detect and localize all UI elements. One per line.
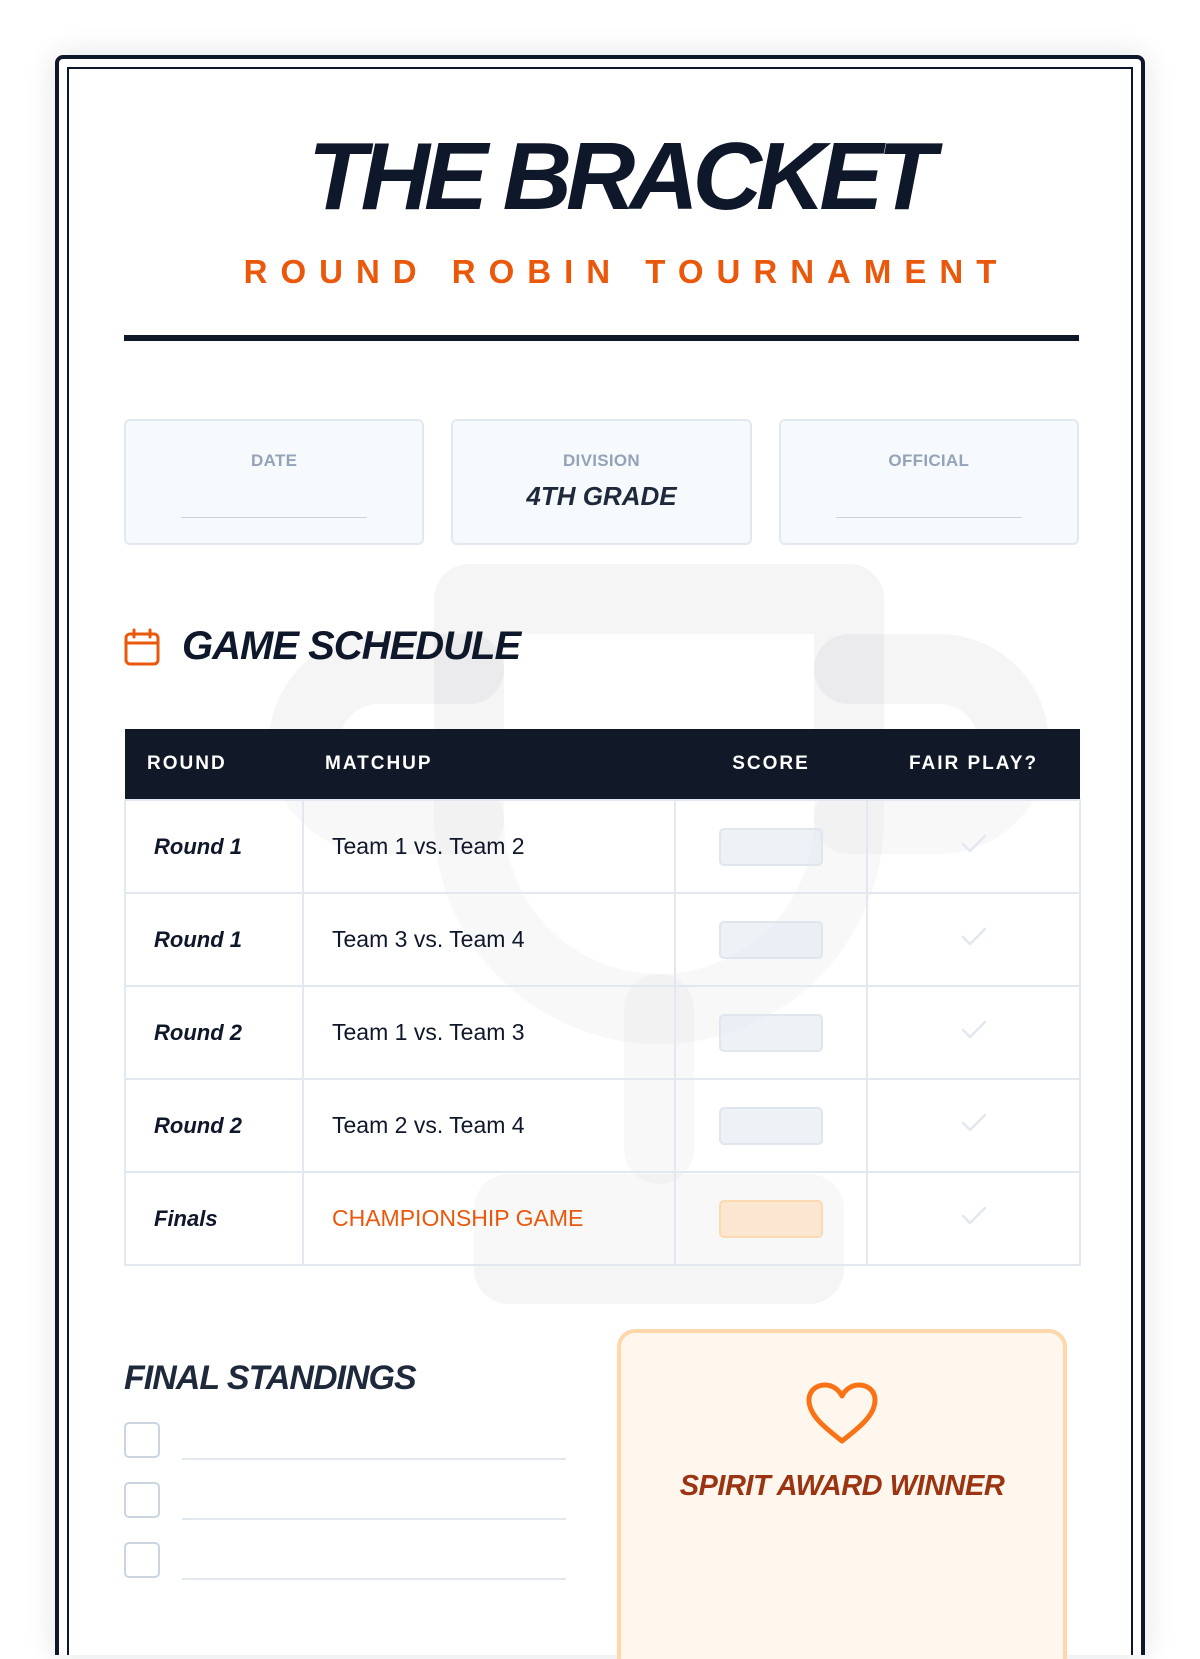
standings-row <box>124 1478 566 1518</box>
score-cell <box>675 1079 867 1172</box>
score-cell <box>675 893 867 986</box>
schedule-heading <box>124 624 520 669</box>
division-value: 4TH GRADE <box>526 481 677 511</box>
score-input[interactable] <box>719 828 823 866</box>
spirit-award-card <box>617 1329 1067 1659</box>
matchup-cell: Team 1 vs. Team 2 <box>303 800 675 893</box>
date-line <box>181 517 367 518</box>
standings-line[interactable] <box>182 1518 566 1520</box>
standings-line[interactable] <box>182 1458 566 1460</box>
standings-row <box>124 1418 566 1458</box>
table-row <box>125 986 1080 1079</box>
bracket-sheet <box>55 55 1145 1655</box>
schedule-title: GAME SCHEDULE <box>182 624 521 668</box>
matchup-cell: Team 3 vs. Team 4 <box>303 893 675 986</box>
table-header-row <box>125 729 1080 800</box>
check-icon <box>961 1020 987 1040</box>
standings-line[interactable] <box>182 1578 566 1580</box>
heart-icon <box>804 1381 880 1447</box>
check-icon <box>961 834 987 854</box>
score-input[interactable] <box>719 1014 823 1052</box>
col-fair-play: FAIR PLAY? <box>867 729 1080 800</box>
info-row <box>124 419 1079 545</box>
score-input[interactable] <box>719 1107 823 1145</box>
matchup-cell: Team 1 vs. Team 3 <box>303 986 675 1079</box>
table-row <box>125 1079 1080 1172</box>
table-row-finals <box>125 1172 1080 1265</box>
round-cell: Finals <box>125 1172 303 1265</box>
round-cell: Round 2 <box>125 986 303 1079</box>
check-icon <box>961 927 987 947</box>
score-cell <box>675 800 867 893</box>
official-label: OFFICIAL <box>888 451 970 470</box>
date-label: DATE <box>251 451 298 470</box>
page-subtitle: ROUND ROBIN TOURNAMENT <box>243 253 1010 290</box>
round-cell: Round 1 <box>125 800 303 893</box>
col-matchup: MATCHUP <box>303 729 675 800</box>
standings-checkbox[interactable] <box>124 1542 160 1578</box>
date-field[interactable] <box>124 419 424 545</box>
standings-row <box>124 1538 566 1578</box>
page-title: THE BRACKET <box>308 123 930 230</box>
division-label: DIVISION <box>562 451 640 470</box>
fair-play-cell[interactable] <box>867 800 1080 893</box>
matchup-cell: CHAMPIONSHIP GAME <box>303 1172 675 1265</box>
standings-checkbox[interactable] <box>124 1482 160 1518</box>
table-row <box>125 800 1080 893</box>
col-score: SCORE <box>675 729 867 800</box>
division-field[interactable] <box>451 419 751 545</box>
fair-play-cell[interactable] <box>867 986 1080 1079</box>
standings-title: FINAL STANDINGS <box>124 1359 416 1397</box>
fair-play-cell[interactable] <box>867 1172 1080 1265</box>
header-divider <box>124 335 1079 341</box>
round-cell: Round 2 <box>125 1079 303 1172</box>
calendar-icon <box>124 628 160 666</box>
score-input[interactable] <box>719 921 823 959</box>
table-row <box>125 893 1080 986</box>
schedule-table <box>124 729 1081 1266</box>
check-icon <box>961 1113 987 1133</box>
official-line <box>836 517 1022 518</box>
round-cell: Round 1 <box>125 893 303 986</box>
score-cell <box>675 1172 867 1265</box>
col-round: ROUND <box>125 729 303 800</box>
standings-checkbox[interactable] <box>124 1422 160 1458</box>
header <box>59 123 1149 291</box>
official-field[interactable] <box>779 419 1079 545</box>
matchup-cell: Team 2 vs. Team 4 <box>303 1079 675 1172</box>
fair-play-cell[interactable] <box>867 1079 1080 1172</box>
final-standings <box>124 1359 566 1578</box>
score-cell <box>675 986 867 1079</box>
final-score-input[interactable] <box>719 1200 823 1238</box>
check-icon <box>961 1206 987 1226</box>
spirit-award-title: SPIRIT AWARD WINNER <box>679 1470 1005 1502</box>
fair-play-cell[interactable] <box>867 893 1080 986</box>
